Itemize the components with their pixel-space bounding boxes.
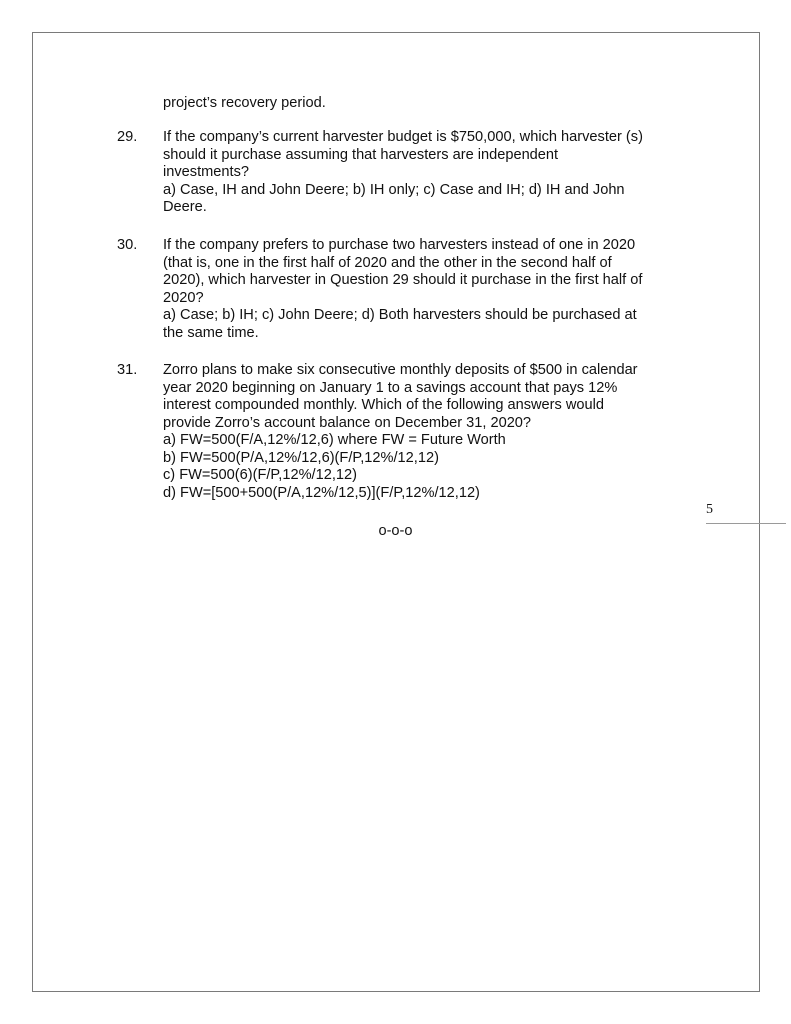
answer-option-d: d) FW=[500+500(P/A,12%/12,5)](F/P,12%/12,12) <box>163 484 480 501</box>
question-number: 31. <box>117 362 138 378</box>
question-line: If the company prefers to purchase two harvesters instead of one in 2020 <box>163 237 636 253</box>
question-line: year 2020 beginning on January 1 to a savings account that pays 12% <box>163 379 618 396</box>
question-body <box>163 129 683 217</box>
question-body <box>163 237 683 342</box>
question-line: should it purchase assuming that harvesters are independent <box>163 146 559 163</box>
answer-options-line: a) Case, IH and John Deere; b) IH only; c) Case and IH; d) IH and John <box>163 181 625 198</box>
page-number: 5 <box>706 502 713 517</box>
end-of-section-mark: o-o-o <box>378 523 413 539</box>
continuation-text: project’s recovery period. <box>163 95 326 111</box>
answer-option-c: c) FW=500(6)(F/P,12%/12,12) <box>163 467 357 483</box>
question-line: interest compounded monthly. Which of the following answers would <box>163 397 605 413</box>
question-line: 2020? <box>163 289 204 306</box>
answer-options-line: Deere. <box>163 199 207 215</box>
answer-options-line: the same time. <box>163 324 259 341</box>
page-number-rule <box>706 523 786 524</box>
question-body <box>163 362 683 502</box>
question-line: investments? <box>163 164 249 180</box>
question-line: 2020), which harvester in Question 29 should it purchase in the first half of <box>163 272 643 288</box>
question-line: If the company’s current harvester budget is $750,000, which harvester (s) <box>163 129 643 145</box>
answer-option-a: a) FW=500(F/A,12%/12,6) where FW = Future Worth <box>163 432 506 448</box>
question-number: 29. <box>117 129 138 145</box>
answer-options-line: a) Case; b) IH; c) John Deere; d) Both harvesters should be purchased at <box>163 307 637 323</box>
question-line: Zorro plans to make six consecutive monthly deposits of $500 in calendar <box>163 362 638 378</box>
answer-option-b: b) FW=500(P/A,12%/12,6)(F/P,12%/12,12) <box>163 449 439 466</box>
question-line: provide Zorro’s account balance on December 31, 2020? <box>163 414 532 431</box>
question-number: 30. <box>117 237 138 253</box>
question-line: (that is, one in the first half of 2020 and the other in the second half of <box>163 254 612 271</box>
